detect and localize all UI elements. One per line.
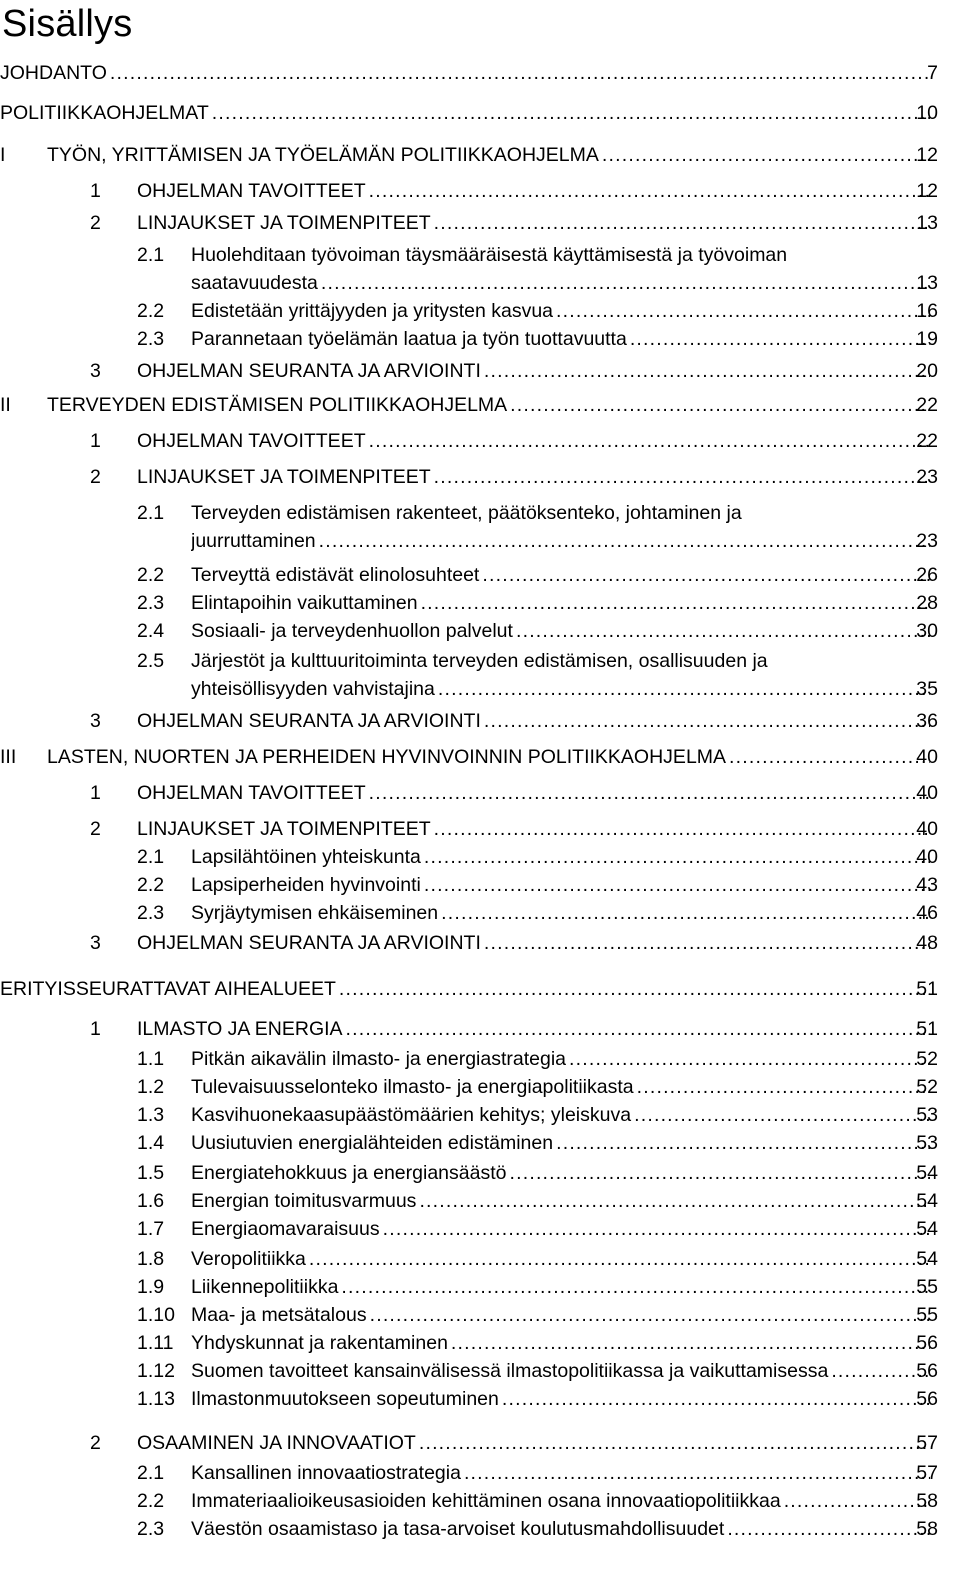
toc-entry-text[interactable]: yhteisöllisyyden vahvistajina <box>191 678 435 700</box>
page-number[interactable]: 51 <box>916 978 938 1000</box>
toc-entry-text[interactable]: Kasvihuonekaasupäästömäärien kehitys; yleiskuva <box>191 1104 632 1126</box>
page-number[interactable]: 46 <box>916 902 938 924</box>
dot-leader <box>569 1046 930 1072</box>
toc-entry-text[interactable]: Huolehditaan työvoiman täysmääräisestä käyttämisestä ja työvoiman <box>191 244 788 266</box>
toc-entry-line <box>0 464 960 490</box>
page-number[interactable]: 51 <box>916 1018 938 1040</box>
page-number[interactable]: 20 <box>916 360 938 382</box>
section-number: 2 <box>90 466 101 488</box>
dot-leader <box>421 590 930 616</box>
toc-entry-line <box>0 428 960 454</box>
section-number: 3 <box>90 360 101 382</box>
toc-entry-label <box>191 528 932 554</box>
toc-entry-text[interactable]: LINJAUKSET JA TOIMENPITEET <box>137 818 431 840</box>
toc-entry-label <box>191 326 932 352</box>
page-number[interactable]: 10 <box>916 102 938 124</box>
toc-entry-label <box>137 930 932 956</box>
section-number: 2.1 <box>137 244 165 266</box>
toc-entry-line <box>0 358 960 384</box>
dot-leader <box>482 562 930 588</box>
page-number[interactable]: 40 <box>916 846 938 868</box>
page-number[interactable]: 53 <box>916 1132 938 1154</box>
dot-leader <box>369 428 930 454</box>
section-number: 1.13 <box>137 1388 175 1410</box>
dot-leader <box>341 1274 930 1300</box>
toc-entry-label <box>191 1074 932 1100</box>
toc-entry-label <box>191 1246 932 1272</box>
section-number: 1.2 <box>137 1076 165 1098</box>
section-number: 1.9 <box>137 1276 165 1298</box>
page-number[interactable]: 52 <box>916 1076 938 1098</box>
section-number: 2 <box>90 818 101 840</box>
toc-entry-line <box>0 528 960 554</box>
page-number[interactable]: 54 <box>916 1218 938 1240</box>
toc-entry-label <box>191 270 932 296</box>
toc-entry-text[interactable]: Yhdyskunnat ja rakentaminen <box>191 1332 448 1354</box>
page-number[interactable]: 43 <box>916 874 938 896</box>
dot-leader <box>434 464 930 490</box>
page-number[interactable]: 28 <box>916 592 938 614</box>
toc-entry-label <box>0 60 932 86</box>
section-number: 2.2 <box>137 300 165 322</box>
toc-entry-label <box>47 392 932 418</box>
section-number: 2.3 <box>137 1518 165 1540</box>
toc-entry-text[interactable]: Lapsilähtöinen yhteiskunta <box>191 846 421 868</box>
dot-leader <box>419 1188 930 1214</box>
dot-leader <box>424 872 930 898</box>
dot-leader <box>438 676 930 702</box>
toc-entry-label <box>191 1102 932 1128</box>
toc-entry-text[interactable]: Terveyden edistämisen rakenteet, päätöksenteko, johtaminen ja <box>191 502 742 524</box>
page-number[interactable]: 53 <box>916 1104 938 1126</box>
dot-leader <box>383 1216 930 1242</box>
dot-leader <box>321 270 930 296</box>
section-number: 1.8 <box>137 1248 165 1270</box>
toc-entry-text[interactable]: Elintapoihin vaikuttaminen <box>191 592 418 614</box>
dot-leader <box>516 618 930 644</box>
section-number: 1.10 <box>137 1304 175 1326</box>
toc-entry-text[interactable]: ILMASTO JA ENERGIA <box>137 1018 343 1040</box>
toc-entry-text[interactable]: OHJELMAN TAVOITTEET <box>137 180 366 202</box>
toc-entry-label <box>191 298 932 324</box>
page-number[interactable]: 19 <box>916 328 938 350</box>
toc-entry-text[interactable]: LINJAUKSET JA TOIMENPITEET <box>137 466 431 488</box>
dot-leader <box>434 816 930 842</box>
toc-entry-text[interactable]: Syrjäytymisen ehkäiseminen <box>191 902 439 924</box>
toc-entry-text[interactable]: LINJAUKSET JA TOIMENPITEET <box>137 212 431 234</box>
dot-leader <box>369 780 930 806</box>
section-number: 2.1 <box>137 1462 165 1484</box>
toc-entry-line <box>0 1430 960 1456</box>
section-number: 1.1 <box>137 1048 165 1070</box>
toc-entry-label <box>191 1358 932 1384</box>
page-number[interactable]: 12 <box>916 180 938 202</box>
page-number[interactable]: 26 <box>916 564 938 586</box>
section-number: 1 <box>90 180 101 202</box>
toc-entry-label <box>191 676 932 702</box>
page-number[interactable]: 48 <box>916 932 938 954</box>
toc-entry-text[interactable]: LASTEN, NUORTEN JA PERHEIDEN HYVINVOINNIN POLITIIKKAOHJELMA <box>47 746 727 768</box>
toc-entry-text[interactable]: TYÖN, YRITTÄMISEN JA TYÖELÄMÄN POLITIIKKAOHJELMA <box>47 144 599 166</box>
section-number: 2.2 <box>137 874 165 896</box>
toc-entry-label <box>47 142 932 168</box>
toc-entry-label <box>137 1016 932 1042</box>
toc-entry-label <box>137 464 932 490</box>
section-number: 2.2 <box>137 564 165 586</box>
toc-entry-text[interactable]: Liikennepolitiikka <box>191 1276 339 1298</box>
dot-leader <box>370 1302 930 1328</box>
toc-entry-line <box>0 210 960 236</box>
toc-entry-line <box>0 676 960 702</box>
section-number: III <box>0 746 17 768</box>
toc-entry-line <box>0 780 960 806</box>
toc-entry-label <box>191 1302 932 1328</box>
toc-entry-text[interactable]: OHJELMAN TAVOITTEET <box>137 430 366 452</box>
page-number[interactable]: 58 <box>916 1518 938 1540</box>
toc-entry-label <box>47 744 932 770</box>
page-number[interactable]: 56 <box>916 1360 938 1382</box>
toc-entry-label <box>191 1516 932 1542</box>
dot-leader <box>419 1430 930 1456</box>
dot-leader <box>502 1386 930 1412</box>
toc-entry-text[interactable]: OHJELMAN SEURANTA JA ARVIOINTI <box>137 710 481 732</box>
dot-leader <box>602 142 930 168</box>
section-number: 2.3 <box>137 592 165 614</box>
dot-leader <box>637 1074 930 1100</box>
toc-entry-label <box>191 1386 932 1412</box>
toc-entry-line <box>0 178 960 204</box>
toc-entry-text[interactable]: Energiatehokkuus ja energiansäästö <box>191 1162 507 1184</box>
section-number: 2 <box>90 212 101 234</box>
toc-entry-label <box>191 618 932 644</box>
page-number[interactable]: 16 <box>916 300 938 322</box>
toc-entry-text[interactable]: OHJELMAN TAVOITTEET <box>137 782 366 804</box>
toc-entry-label <box>191 900 932 926</box>
toc-entry-text[interactable]: Maa- ja metsätalous <box>191 1304 367 1326</box>
toc-entry-line <box>0 708 960 734</box>
page-number[interactable]: 22 <box>916 430 938 452</box>
toc-entry-label <box>137 708 932 734</box>
toc-entry-label <box>191 1460 932 1486</box>
page-number[interactable]: 57 <box>916 1432 938 1454</box>
section-number: 2.5 <box>137 650 165 672</box>
page-number[interactable]: 56 <box>916 1388 938 1410</box>
dot-leader <box>484 358 930 384</box>
toc-entry-label <box>137 358 932 384</box>
toc-entry-text[interactable]: ERITYISSEURATTAVAT AIHEALUEET <box>0 978 336 1000</box>
toc-entry-text[interactable]: Energian toimitusvarmuus <box>191 1190 417 1212</box>
toc-entry-label <box>137 428 932 454</box>
dot-leader <box>441 900 930 926</box>
page-number[interactable]: 22 <box>916 394 938 416</box>
section-number: 1 <box>90 430 101 452</box>
page-number[interactable]: 23 <box>916 530 938 552</box>
toc-entry-line <box>0 744 960 770</box>
toc-entry-text[interactable]: Ilmastonmuutokseen sopeutuminen <box>191 1388 499 1410</box>
page-number[interactable]: 40 <box>916 818 938 840</box>
section-number: 2 <box>90 1432 101 1454</box>
dot-leader <box>556 298 930 324</box>
page-number[interactable]: 57 <box>916 1462 938 1484</box>
toc-entry-label <box>191 648 768 674</box>
toc-entry-label <box>191 1274 932 1300</box>
page-number[interactable]: 55 <box>916 1276 938 1298</box>
section-number: 2.1 <box>137 502 165 524</box>
toc-entry-label <box>137 1430 932 1456</box>
toc-entry-label <box>191 1130 932 1156</box>
toc-entry-text[interactable]: juurruttaminen <box>191 530 316 552</box>
toc-entry-text[interactable]: OHJELMAN SEURANTA JA ARVIOINTI <box>137 932 481 954</box>
page-number[interactable]: 23 <box>916 466 938 488</box>
toc-entry-label <box>191 500 742 526</box>
toc-entry-label <box>0 976 932 1002</box>
toc-entry-line <box>0 930 960 956</box>
page-number[interactable]: 12 <box>916 144 938 166</box>
page-number[interactable]: 54 <box>916 1248 938 1270</box>
toc-entry-label <box>191 844 932 870</box>
toc-entry-text[interactable]: saatavuudesta <box>191 272 318 294</box>
dot-leader <box>346 1016 930 1042</box>
toc-entry-line <box>0 100 960 126</box>
toc-entry-text[interactable]: OHJELMAN SEURANTA JA ARVIOINTI <box>137 360 481 382</box>
dot-leader <box>634 1102 930 1128</box>
toc-entry-line <box>0 392 960 418</box>
toc-entry-text[interactable]: Uusiutuvien energialähteiden edistäminen <box>191 1132 554 1154</box>
toc-entry-text[interactable]: Järjestöt ja kulttuuritoiminta terveyden edistämisen, osallisuuden ja <box>191 650 768 672</box>
page-title: Sisällys <box>2 3 133 45</box>
toc-entry-text[interactable]: Suomen tavoitteet kansainvälisessä ilmastopolitiikassa ja vaikuttamisessa <box>191 1360 829 1382</box>
dot-leader <box>212 100 930 126</box>
page-number[interactable]: 7 <box>927 62 938 84</box>
section-number: 2.3 <box>137 902 165 924</box>
dot-leader <box>339 976 930 1002</box>
page-number[interactable]: 54 <box>916 1162 938 1184</box>
toc-entry-text[interactable]: TERVEYDEN EDISTÄMISEN POLITIIKKAOHJELMA <box>47 394 508 416</box>
toc-entry-label <box>191 872 932 898</box>
toc-entry-text[interactable]: Kansallinen innovaatiostrategia <box>191 1462 461 1484</box>
dot-leader <box>309 1246 930 1272</box>
dot-leader <box>110 60 930 86</box>
section-number: 1 <box>90 1018 101 1040</box>
toc-entry-label <box>191 590 932 616</box>
toc-entry-line <box>0 1016 960 1042</box>
section-number: 3 <box>90 932 101 954</box>
toc-entry-text[interactable]: Väestön osaamistaso ja tasa-arvoiset koulutusmahdollisuudet <box>191 1518 725 1540</box>
section-number: 1 <box>90 782 101 804</box>
toc-entry-label <box>191 1046 932 1072</box>
dot-leader <box>484 708 930 734</box>
toc-entry-label <box>137 178 932 204</box>
dot-leader <box>630 326 930 352</box>
toc-entry-line <box>0 60 960 86</box>
page-number[interactable]: 30 <box>916 620 938 642</box>
toc-entry-label <box>0 100 932 126</box>
section-number: I <box>0 144 6 166</box>
dot-leader <box>484 930 930 956</box>
toc-entry-text[interactable]: Edistetään yrittäjyyden ja yritysten kasvua <box>191 300 554 322</box>
section-number: 1.12 <box>137 1360 175 1382</box>
toc-entry-label <box>191 1488 932 1514</box>
toc-entry-label <box>191 562 932 588</box>
page-number[interactable]: 13 <box>916 272 938 294</box>
page-number[interactable]: 58 <box>916 1490 938 1512</box>
dot-leader <box>556 1130 930 1156</box>
section-number: II <box>0 394 11 416</box>
toc-entry-label <box>191 1188 932 1214</box>
toc-entry-text[interactable]: Terveyttä edistävät elinolosuhteet <box>191 564 480 586</box>
page-number[interactable]: 40 <box>916 782 938 804</box>
dot-leader <box>464 1460 930 1486</box>
toc-entry-text[interactable]: Sosiaali- ja terveydenhuollon palvelut <box>191 620 513 642</box>
toc-entry-text[interactable]: JOHDANTO <box>0 62 107 84</box>
section-number: 2.1 <box>137 846 165 868</box>
toc-entry-text[interactable]: Pitkän aikavälin ilmasto- ja energiastrategia <box>191 1048 567 1070</box>
toc-entry-line <box>0 142 960 168</box>
dot-leader <box>509 1160 930 1186</box>
page-number[interactable]: 36 <box>916 710 938 732</box>
page-number[interactable]: 35 <box>916 678 938 700</box>
dot-leader <box>319 528 930 554</box>
section-number: 2.3 <box>137 328 165 350</box>
dot-leader <box>451 1330 930 1356</box>
page-number[interactable]: 13 <box>916 212 938 234</box>
section-number: 1.11 <box>137 1332 174 1354</box>
toc-entry-label <box>191 1216 932 1242</box>
dot-leader <box>510 392 930 418</box>
section-number: 3 <box>90 710 101 732</box>
toc-entry-line <box>0 270 960 296</box>
section-number: 2.2 <box>137 1490 165 1512</box>
dot-leader <box>434 210 930 236</box>
toc-entry-text[interactable]: Immateriaalioikeusasioiden kehittäminen osana innovaatiopolitiikkaa <box>191 1490 781 1512</box>
page-number[interactable]: 55 <box>916 1304 938 1326</box>
page-number[interactable]: 52 <box>916 1048 938 1070</box>
toc-entry-text[interactable]: Tulevaisuusselonteko ilmasto- ja energiapolitiikasta <box>191 1076 634 1098</box>
toc-entry-text[interactable]: Energiaomavaraisuus <box>191 1218 380 1240</box>
section-number: 1.3 <box>137 1104 165 1126</box>
section-number: 2.4 <box>137 620 165 642</box>
dot-leader <box>424 844 930 870</box>
section-number: 1.7 <box>137 1218 165 1240</box>
toc-entry-label <box>191 242 787 268</box>
page-number[interactable]: 40 <box>916 746 938 768</box>
section-number: 1.4 <box>137 1132 165 1154</box>
section-number: 1.5 <box>137 1162 165 1184</box>
toc-entry-label <box>137 780 932 806</box>
toc-entry-text[interactable]: POLITIIKKAOHJELMAT <box>0 102 209 124</box>
toc-entry-text[interactable]: Lapsiperheiden hyvinvointi <box>191 874 421 896</box>
toc-entry-label <box>137 816 932 842</box>
page-number[interactable]: 54 <box>916 1190 938 1212</box>
toc-entry-text[interactable]: Veropolitiikka <box>191 1248 306 1270</box>
section-number: 1.6 <box>137 1190 165 1212</box>
page-number[interactable]: 56 <box>916 1332 938 1354</box>
toc-entry-text[interactable]: Parannetaan työelämän laatua ja työn tuottavuutta <box>191 328 627 350</box>
toc-entry-line <box>0 816 960 842</box>
toc-entry-line <box>0 976 960 1002</box>
toc-entry-label <box>191 1330 932 1356</box>
toc-entry-text[interactable]: OSAAMINEN JA INNOVAATIOT <box>137 1432 416 1454</box>
dot-leader <box>369 178 930 204</box>
toc-entry-label <box>191 1160 932 1186</box>
toc-entry-label <box>137 210 932 236</box>
